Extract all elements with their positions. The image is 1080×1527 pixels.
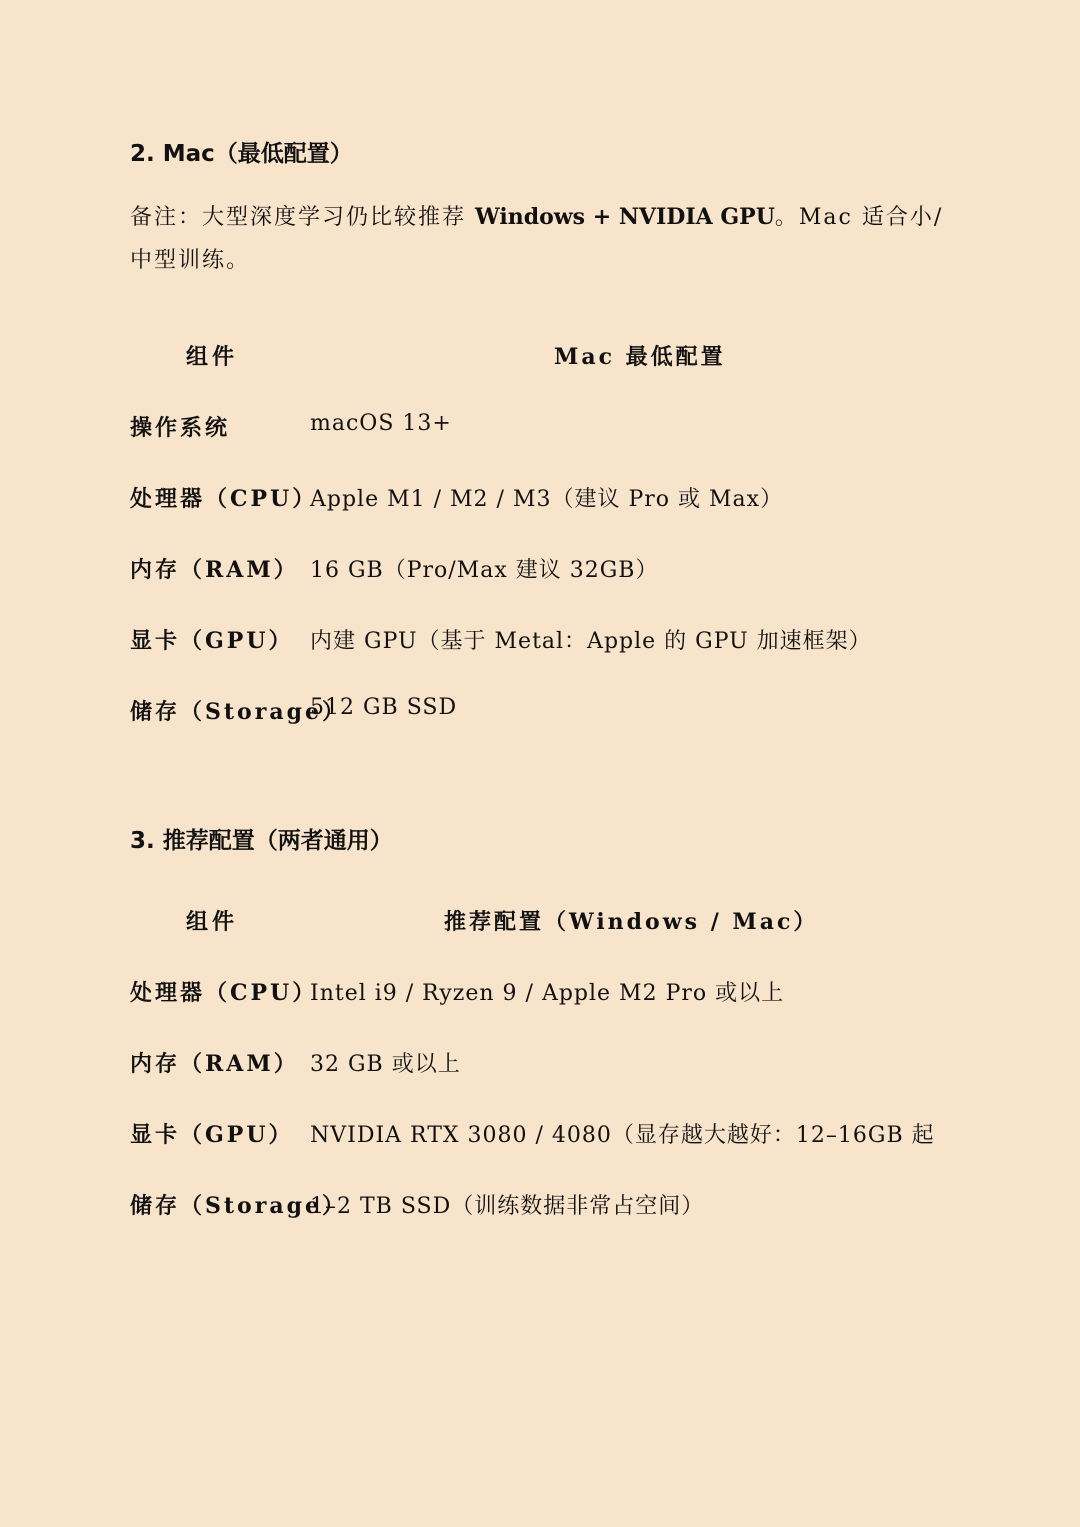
note-prefix: 备注：大型深度学习仍比较推荐	[130, 205, 467, 230]
row-label: 操作系统	[130, 415, 231, 441]
row-value: Apple M1 / M2 / M3（建议 Pro 或 Max）	[310, 487, 784, 512]
table-row	[130, 1118, 990, 1189]
row-label: 内存（RAM）	[130, 1051, 299, 1077]
recommended-config-table	[130, 905, 990, 1260]
row-label: 显卡（GPU）	[130, 1122, 294, 1148]
header-config: 推荐配置（Windows / Mac）	[444, 909, 819, 935]
row-value: 32 GB 或以上	[310, 1052, 461, 1077]
table-row	[130, 695, 990, 766]
row-label: 储存（Storage）	[130, 1193, 347, 1219]
note-suffix: 。Mac 适合小/中型训练。	[130, 205, 944, 273]
table-row	[130, 1189, 990, 1260]
header-config: Mac 最低配置	[554, 344, 726, 370]
section-2-title: 2. Mac（最低配置）	[130, 141, 353, 167]
row-label: 储存（Storage）	[130, 699, 347, 725]
table-header-row	[130, 340, 990, 411]
row-value: 512 GB SSD	[310, 695, 458, 720]
table-header-row	[130, 905, 990, 976]
note-strong: Windows + NVIDIA GPU	[475, 204, 775, 230]
row-label: 内存（RAM）	[130, 557, 299, 583]
header-component: 组件	[186, 909, 239, 935]
table-row	[130, 411, 990, 482]
table-row	[130, 1047, 990, 1118]
section-2-note	[130, 196, 960, 282]
row-value: macOS 13+	[310, 411, 452, 436]
table-row	[130, 553, 990, 624]
table-row	[130, 976, 990, 1047]
section-3-title: 3. 推荐配置（两者通用）	[130, 828, 393, 854]
table-row	[130, 624, 990, 695]
mac-min-config-table	[130, 340, 990, 766]
row-value: 内建 GPU（基于 Metal：Apple 的 GPU 加速框架）	[310, 629, 872, 654]
row-label: 处理器（CPU）	[130, 980, 318, 1006]
row-value: 1–2 TB SSD（训练数据非常占空间）	[310, 1194, 705, 1219]
row-value: 16 GB（Pro/Max 建议 32GB）	[310, 558, 659, 583]
row-value: NVIDIA RTX 3080 / 4080（显存越大越好：12–16GB 起	[310, 1123, 935, 1148]
table-row	[130, 482, 990, 553]
row-label: 显卡（GPU）	[130, 628, 294, 654]
row-label: 处理器（CPU）	[130, 486, 318, 512]
header-component: 组件	[186, 344, 239, 370]
row-value: Intel i9 / Ryzen 9 / Apple M2 Pro 或以上	[310, 981, 785, 1006]
